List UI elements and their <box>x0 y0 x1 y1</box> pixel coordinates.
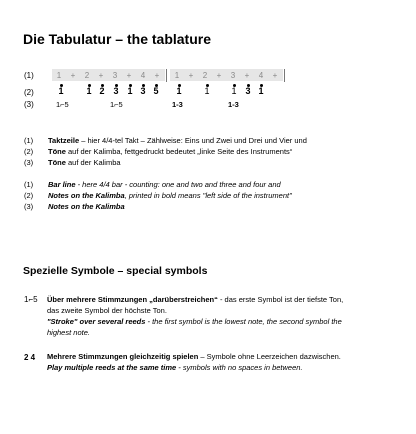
tab-note: 3 <box>140 86 146 96</box>
legend-en-3: (3) Notes on the Kalimba <box>24 202 125 211</box>
count: + <box>272 70 278 80</box>
bar-line <box>166 69 167 82</box>
legend-de-2: (2) Töne auf der Kalimba, fettgedruckt bedeutet „linke Seite des Instruments“ <box>24 147 293 156</box>
bar-line <box>284 69 285 82</box>
count-bar-2 <box>170 69 283 81</box>
range-note: 1-3 <box>172 100 183 109</box>
range-note: 1⌐5 <box>56 100 69 109</box>
count: + <box>98 70 104 80</box>
tab-note: 1 <box>204 86 210 96</box>
count: 3 <box>112 70 118 80</box>
legend-en-2: (2) Notes on the Kalimba, printed in bold means "left side of the instrument" <box>24 191 292 200</box>
count: 2 <box>202 70 208 80</box>
symbol-chord-label: 2 4 <box>24 353 36 362</box>
count: + <box>244 70 250 80</box>
count: + <box>70 70 76 80</box>
tab-note: 1 <box>231 86 237 96</box>
section-title: Spezielle Symbole – special symbols <box>23 265 208 277</box>
count-bar-1 <box>52 69 165 81</box>
count: 2 <box>84 70 90 80</box>
count: 1 <box>174 70 180 80</box>
count: 1 <box>56 70 62 80</box>
tab-note: 2 <box>99 86 105 96</box>
range-note: 1-3 <box>228 100 239 109</box>
tab-note: 5 <box>153 86 159 96</box>
row-label-3: (3) <box>24 100 34 109</box>
row-label-2: (2) <box>24 88 34 97</box>
count: 3 <box>230 70 236 80</box>
page-title: Die Tabulatur – the tablature <box>23 31 211 47</box>
tab-note: 3 <box>245 86 251 96</box>
range-note: 1⌐5 <box>110 100 123 109</box>
tab-note: 3 <box>113 86 119 96</box>
tab-note: 1 <box>86 86 92 96</box>
count: + <box>216 70 222 80</box>
count: 4 <box>140 70 146 80</box>
tab-note: 1 <box>127 86 133 96</box>
legend-en-1: (1) Bar line - here 4/4 bar - counting: one and two and three and four and <box>24 180 281 189</box>
tab-note: 1 <box>58 86 64 96</box>
symbol-chord-desc: Mehrere Stimmzungen gleichzeitig spielen – Symbole ohne Leerzeichen dazwischen. Play multiple reeds at the same time - symbols with no spaces in between. <box>47 352 341 372</box>
legend-de-3: (3) Töne auf der Kalimba <box>24 158 121 167</box>
count: + <box>154 70 160 80</box>
count: + <box>126 70 132 80</box>
tab-note: 1 <box>176 86 182 96</box>
count: + <box>188 70 194 80</box>
row-label-1: (1) <box>24 71 34 80</box>
legend-de-1: (1) Taktzeile – hier 4/4-tel Takt – Zählweise: Eins und Zwei und Drei und Vier und <box>24 136 307 145</box>
symbol-stroke-desc: Über mehrere Stimmzungen „darüberstreichen“ - das erste Symbol ist der tiefste Ton, das zweite Symbol der höchste Ton. "Stroke" over several reeds - the first symbol is the lowest note, the second symbol the highest note. <box>47 295 344 337</box>
tab-note: 1 <box>258 86 264 96</box>
count: 4 <box>258 70 264 80</box>
symbol-stroke-label: 1⌐5 <box>24 295 38 304</box>
